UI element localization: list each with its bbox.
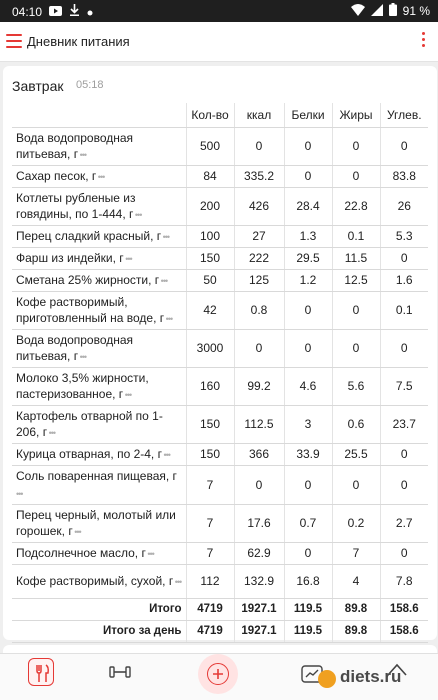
- cell-protein: 28.4: [284, 187, 332, 225]
- signal-icon: [371, 4, 383, 19]
- cell-protein: 29.5: [284, 247, 332, 269]
- cell-carbs: 0: [380, 329, 428, 367]
- cell-fat: 12.5: [332, 269, 380, 291]
- food-name: [12, 269, 186, 291]
- total-carbs: 158.6: [380, 620, 428, 642]
- food-name: [12, 247, 186, 269]
- more-dots-icon[interactable]: •••: [133, 209, 142, 220]
- cell-carbs: 0.1: [380, 291, 428, 329]
- cell-carbs: 0: [380, 443, 428, 465]
- header-name: [12, 103, 186, 127]
- table-row[interactable]: [12, 127, 428, 165]
- table-row[interactable]: [12, 504, 428, 542]
- food-name: [12, 329, 186, 367]
- food-name: [12, 367, 186, 405]
- app-title: Дневник питания: [27, 34, 130, 49]
- diets-logo-icon: [318, 670, 336, 688]
- cell-carbs: 5.3: [380, 225, 428, 247]
- cell-carbs: 2.7: [380, 504, 428, 542]
- watermark: diets.ru: [340, 667, 402, 686]
- food-name: [12, 291, 186, 329]
- table-row[interactable]: [12, 329, 428, 367]
- cell-kcal: 335.2: [234, 165, 284, 187]
- cell-protein: 1.3: [284, 225, 332, 247]
- cell-fat: 11.5: [332, 247, 380, 269]
- cell-kcal: 132.9: [234, 564, 284, 598]
- cell-protein: 0: [284, 542, 332, 564]
- cell-kcal: 112.5: [234, 405, 284, 443]
- cell-fat: 0: [332, 127, 380, 165]
- cell-carbs: 0: [380, 465, 428, 504]
- cell-fat: 0: [332, 329, 380, 367]
- table-row[interactable]: [12, 443, 428, 465]
- youtube-icon: [49, 5, 62, 19]
- food-name-text: Соль поваренная пищевая, г: [16, 468, 177, 483]
- header-kcal: ккал: [234, 103, 284, 127]
- hamburger-icon[interactable]: [6, 34, 22, 48]
- cell-qty: 150: [186, 247, 234, 269]
- more-dots-icon[interactable]: •••: [78, 149, 87, 160]
- cell-protein: 16.8: [284, 564, 332, 598]
- dumbbell-icon[interactable]: [108, 662, 134, 690]
- cell-protein: 0: [284, 329, 332, 367]
- food-name: [12, 465, 186, 504]
- header-protein: Белки: [284, 103, 332, 127]
- cell-carbs: 1.6: [380, 269, 428, 291]
- total-row: [12, 620, 428, 642]
- meal-title: Завтрак: [12, 78, 64, 94]
- food-name-text: Сахар песок, г: [16, 168, 97, 183]
- cell-carbs: 26: [380, 187, 428, 225]
- more-dots-icon[interactable]: •••: [145, 548, 154, 559]
- table-row[interactable]: [12, 542, 428, 564]
- cell-protein: 0: [284, 165, 332, 187]
- more-dots-icon[interactable]: •••: [161, 449, 170, 460]
- food-name: [12, 443, 186, 465]
- cell-qty: 500: [186, 127, 234, 165]
- cell-fat: 0: [332, 465, 380, 504]
- total-protein: 119.5: [284, 598, 332, 620]
- cell-kcal: 27: [234, 225, 284, 247]
- cell-kcal: 366: [234, 443, 284, 465]
- cell-protein: 3: [284, 405, 332, 443]
- cell-fat: 7: [332, 542, 380, 564]
- cell-kcal: 62.9: [234, 542, 284, 564]
- table-row[interactable]: [12, 165, 428, 187]
- food-name: [12, 504, 186, 542]
- cell-fat: 25.5: [332, 443, 380, 465]
- battery-level: 91 %: [402, 4, 430, 18]
- table-row[interactable]: [12, 187, 428, 225]
- cell-kcal: 426: [234, 187, 284, 225]
- food-name-text: Вода водопроводная питьевая, г: [16, 332, 134, 363]
- cell-kcal: 0: [234, 465, 284, 504]
- cell-qty: 100: [186, 225, 234, 247]
- total-label: Итого за день: [12, 620, 186, 642]
- more-dots-icon[interactable]: •••: [96, 171, 105, 182]
- app-bar: [0, 22, 438, 62]
- food-name: [12, 225, 186, 247]
- more-dots-icon[interactable]: •••: [123, 389, 132, 400]
- total-fat: 89.8: [332, 620, 380, 642]
- cell-kcal: 17.6: [234, 504, 284, 542]
- cell-qty: 160: [186, 367, 234, 405]
- table-row[interactable]: [12, 564, 428, 598]
- cell-qty: 42: [186, 291, 234, 329]
- total-qty: 4719: [186, 620, 234, 642]
- table-row[interactable]: [12, 367, 428, 405]
- food-name-text: Кофе растворимый, сухой, г: [16, 573, 174, 588]
- food-name: [12, 165, 186, 187]
- food-name: [12, 405, 186, 443]
- cell-protein: 0: [284, 465, 332, 504]
- header-carbs: Углев.: [380, 103, 428, 127]
- status-bar: [0, 0, 438, 22]
- food-name-text: Перец сладкий красный, г: [16, 228, 162, 243]
- cell-carbs: 7.8: [380, 564, 428, 598]
- cell-fat: 5.6: [332, 367, 380, 405]
- cell-qty: 7: [186, 542, 234, 564]
- cell-qty: 200: [186, 187, 234, 225]
- table-row[interactable]: [12, 247, 428, 269]
- cell-fat: 0: [332, 291, 380, 329]
- total-protein: 119.5: [284, 620, 332, 642]
- food-name-text: Курица отварная, по 2-4, г: [16, 446, 162, 461]
- total-fat: 89.8: [332, 598, 380, 620]
- cell-qty: 84: [186, 165, 234, 187]
- cell-carbs: 0: [380, 247, 428, 269]
- plus-circle-icon[interactable]: [198, 654, 238, 694]
- food-name-text: Вода водопроводная питьевая, г: [16, 130, 134, 161]
- total-label: Итого: [12, 598, 186, 620]
- cell-kcal: 0: [234, 127, 284, 165]
- more-dots-icon[interactable]: •••: [164, 313, 173, 324]
- food-name: [12, 564, 186, 598]
- cell-carbs: 0: [380, 542, 428, 564]
- more-dots-icon[interactable]: •••: [78, 351, 87, 362]
- cell-protein: 1.2: [284, 269, 332, 291]
- more-dots-icon[interactable]: •••: [161, 231, 170, 242]
- meal-time: 05:18: [76, 79, 104, 91]
- cell-qty: 112: [186, 564, 234, 598]
- total-kcal: 1927.1: [234, 598, 284, 620]
- food-name-text: Подсолнечное масло, г: [16, 545, 146, 560]
- table-row[interactable]: [12, 225, 428, 247]
- food-name: [12, 187, 186, 225]
- table-row[interactable]: [12, 465, 428, 504]
- cell-kcal: 0: [234, 329, 284, 367]
- cell-protein: 4.6: [284, 367, 332, 405]
- cell-fat: 0.2: [332, 504, 380, 542]
- food-name-text: Сметана 25% жирности, г: [16, 272, 160, 287]
- cell-protein: 33.9: [284, 443, 332, 465]
- cell-qty: 150: [186, 443, 234, 465]
- cell-qty: 7: [186, 504, 234, 542]
- food-name-text: Фарш из индейки, г: [16, 250, 124, 265]
- cell-carbs: 0: [380, 127, 428, 165]
- table-row[interactable]: [12, 269, 428, 291]
- cell-carbs: 7.5: [380, 367, 428, 405]
- more-dots-icon[interactable]: •••: [72, 526, 81, 537]
- cell-protein: 0.7: [284, 504, 332, 542]
- cell-qty: 3000: [186, 329, 234, 367]
- cell-qty: 7: [186, 465, 234, 504]
- fork-knife-icon[interactable]: [28, 658, 54, 686]
- cell-kcal: 125: [234, 269, 284, 291]
- table-row[interactable]: [12, 405, 428, 443]
- cell-carbs: 23.7: [380, 405, 428, 443]
- more-dots-icon[interactable]: •••: [16, 488, 23, 499]
- cell-kcal: 99.2: [234, 367, 284, 405]
- total-carbs: 158.6: [380, 598, 428, 620]
- more-vert-icon[interactable]: [418, 32, 428, 52]
- food-name: [12, 127, 186, 165]
- cell-protein: 0: [284, 127, 332, 165]
- food-name-text: Кофе растворимый, приготовленный на воде, г: [16, 294, 165, 325]
- notification-dot-icon: [87, 5, 93, 19]
- status-time: 04:10: [12, 4, 43, 19]
- cell-qty: 50: [186, 269, 234, 291]
- table-header: [12, 103, 428, 127]
- food-name-text: Перец черный, молотый или горошек, г: [16, 507, 176, 538]
- total-row: [12, 598, 428, 620]
- wifi-icon: [351, 4, 365, 19]
- cell-fat: 0.6: [332, 405, 380, 443]
- header-qty: Кол-во: [186, 103, 234, 127]
- food-name: [12, 542, 186, 564]
- cell-protein: 0: [284, 291, 332, 329]
- cell-qty: 150: [186, 405, 234, 443]
- cell-kcal: 222: [234, 247, 284, 269]
- total-kcal: 1927.1: [234, 620, 284, 642]
- table-row[interactable]: [12, 291, 428, 329]
- download-icon: [69, 4, 80, 19]
- total-qty: 4719: [186, 598, 234, 620]
- battery-icon: [389, 3, 397, 19]
- more-dots-icon[interactable]: •••: [159, 275, 168, 286]
- more-dots-icon[interactable]: •••: [173, 576, 182, 587]
- cell-fat: 22.8: [332, 187, 380, 225]
- meal-card: [3, 66, 437, 640]
- cell-fat: 0: [332, 165, 380, 187]
- food-name-text: Картофель отварной по 1-206, г: [16, 408, 163, 439]
- food-table: [12, 103, 428, 643]
- food-name-text: Молоко 3,5% жирности, пастеризованное, г: [16, 370, 149, 401]
- cell-fat: 4: [332, 564, 380, 598]
- header-fat: Жиры: [332, 103, 380, 127]
- food-name-text: Котлеты рубленые из говядины, по 1-444, г: [16, 190, 136, 221]
- more-dots-icon[interactable]: •••: [123, 253, 132, 264]
- cell-fat: 0.1: [332, 225, 380, 247]
- cell-kcal: 0.8: [234, 291, 284, 329]
- cell-carbs: 83.8: [380, 165, 428, 187]
- more-dots-icon[interactable]: •••: [47, 427, 56, 438]
